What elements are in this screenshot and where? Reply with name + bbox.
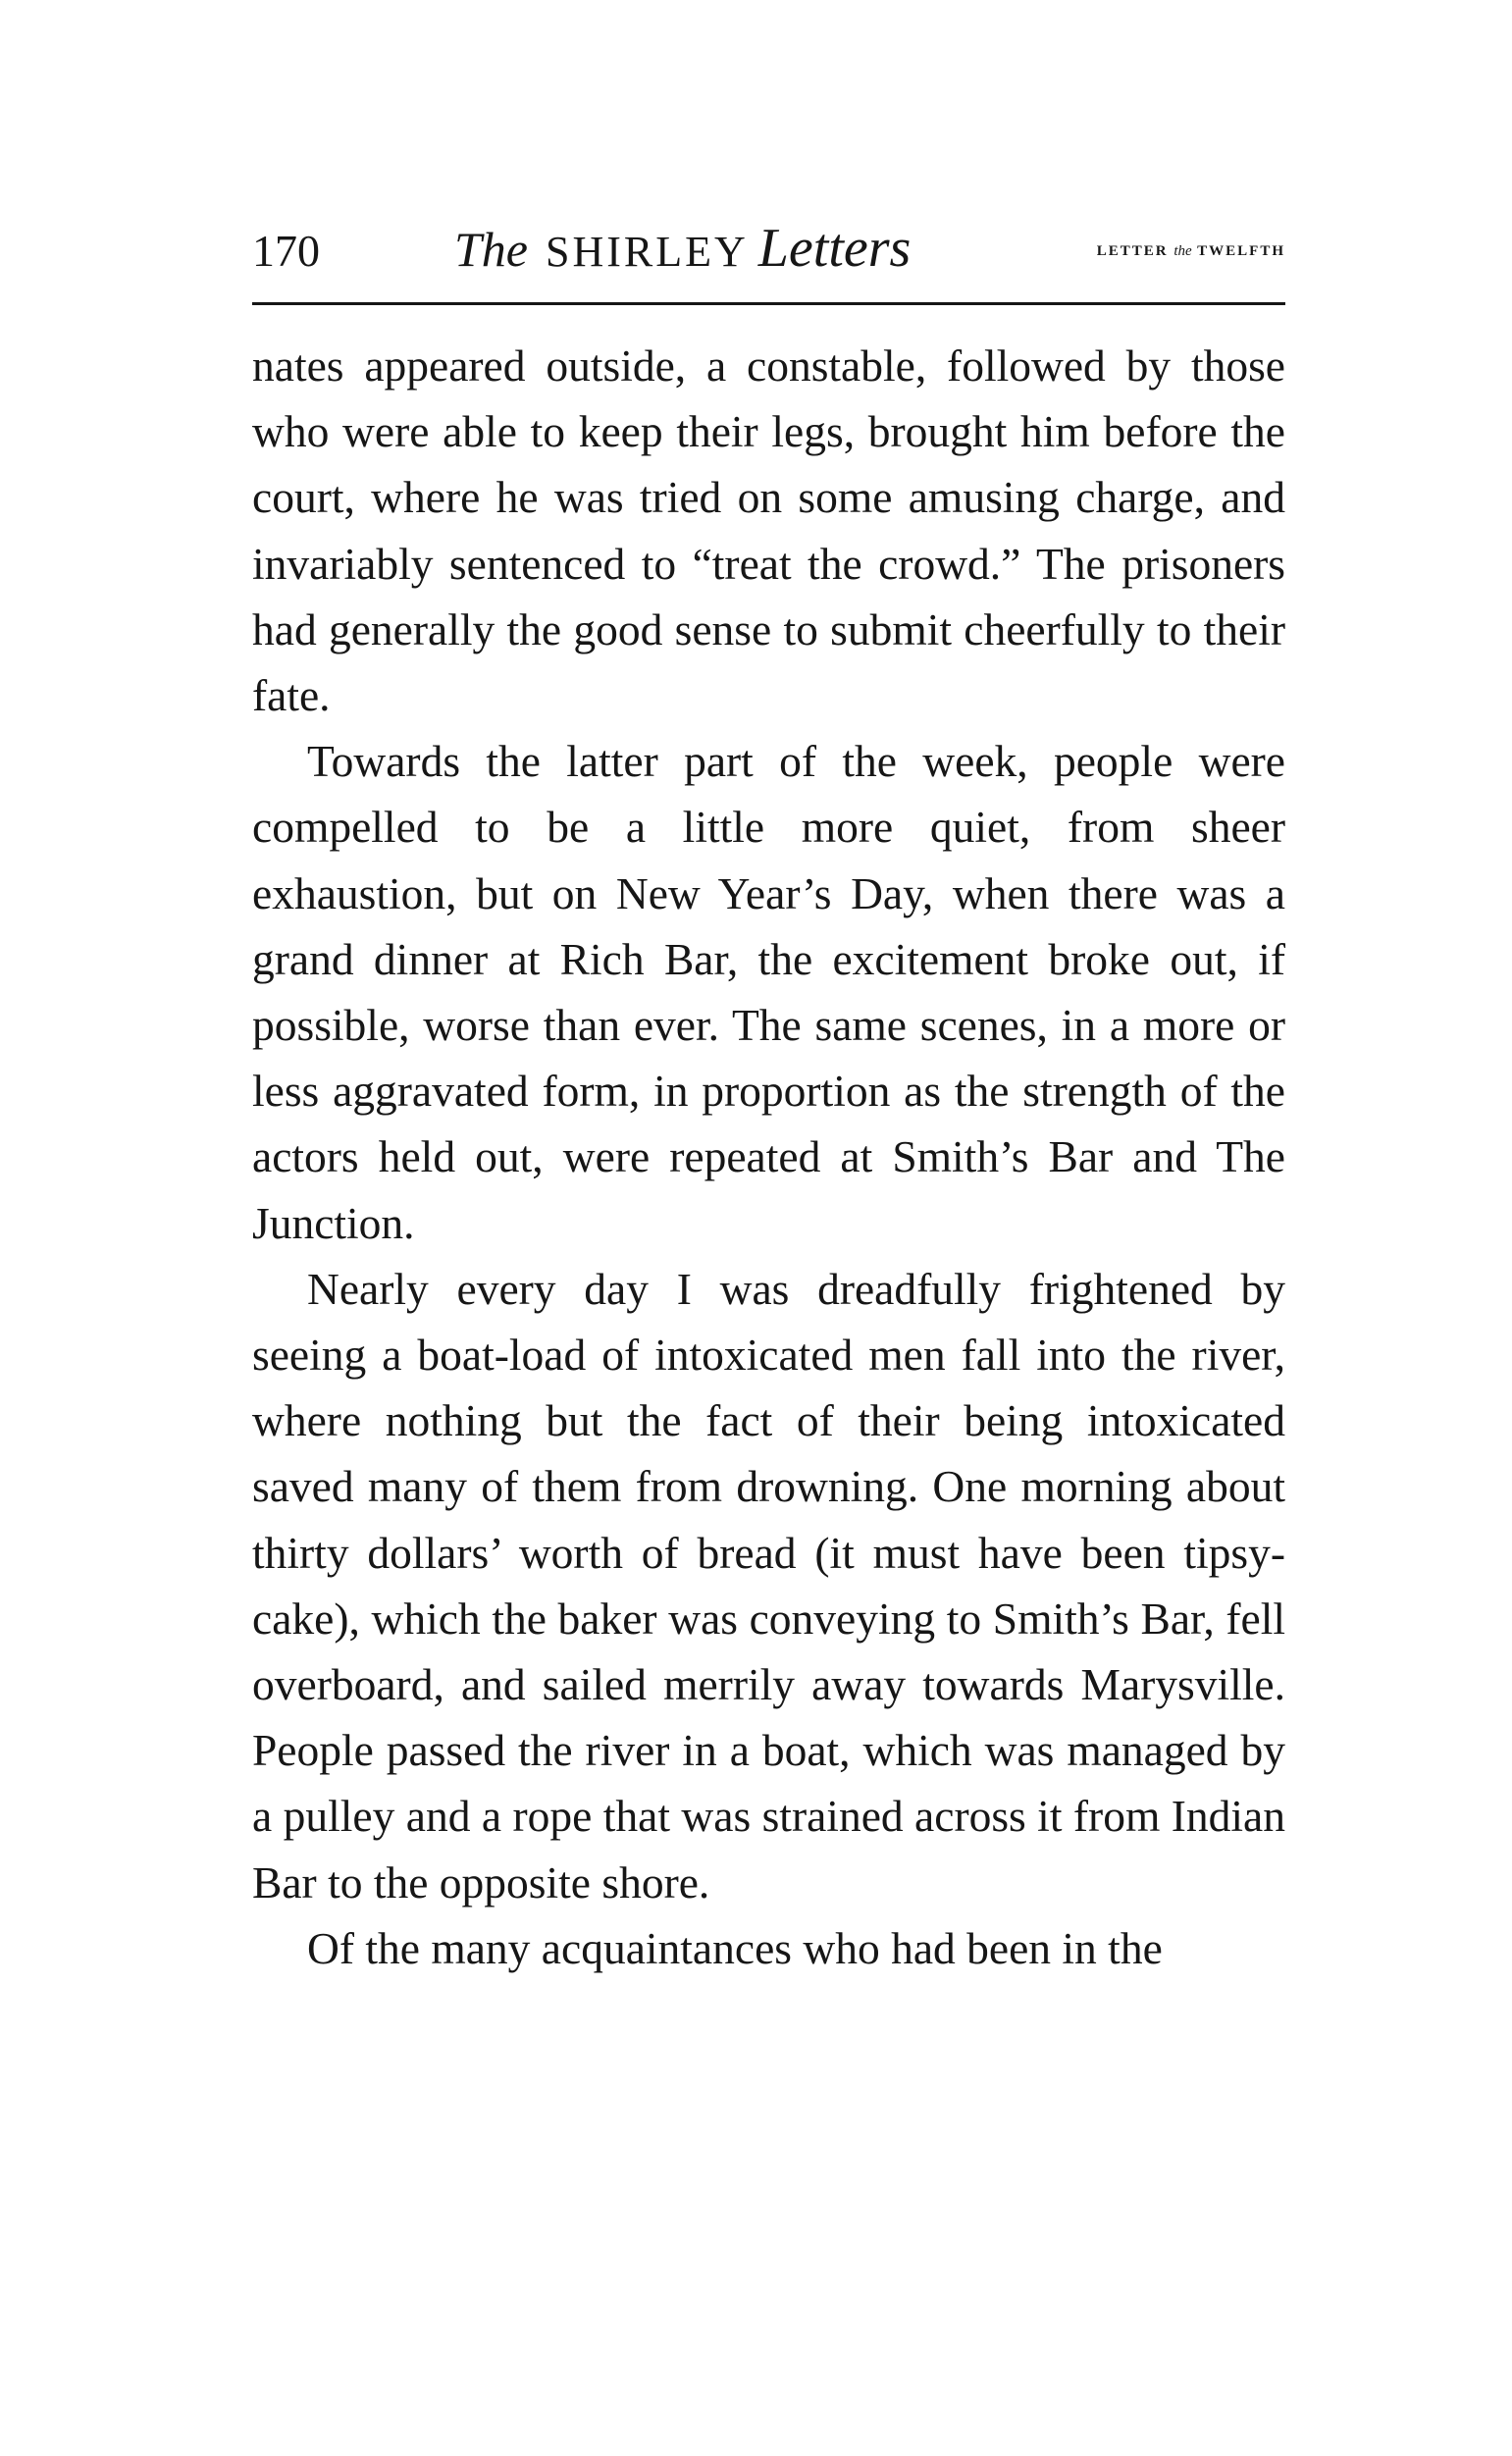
section-label-the: the — [1173, 243, 1192, 259]
header-rule — [252, 302, 1285, 305]
book-title-shirley: SHIRLEY — [546, 228, 749, 276]
book-title-letters: Letters — [757, 218, 912, 279]
paragraph-2: Towards the latter part of the week, people were compelled to be a little more quiet, from sheer exhaustion, but on New Year’s Day, when there was a grand dinner at Rich Bar, the excitement broke out, if possible, worse than ever. The same scenes, in a more or less aggravated form, in proportion as the strength of the actors held out, were repeated at Smith’s Bar and The Junction. — [252, 736, 1285, 1248]
paragraph-3: Nearly every day I was dreadfully frightened by seeing a boat-load of intoxicated men fall into the river, where nothing but the fact of their being intoxicated saved many of them from drowning. One morning about thirty dollars’ worth of bread (it must have been tipsy-cake), which the baker was conveying to Smith’s Bar, fell overboard, and sailed merrily away towards Marysville. People passed the river in a boat, which was managed by a pulley and a rope that was strained across it from Indian Bar to the opposite shore. — [252, 1263, 1285, 1907]
page-number: 170 — [252, 226, 320, 276]
running-head — [252, 214, 1285, 292]
paragraph-4: Of the many acquaintances who had been in the — [307, 1922, 1163, 1973]
book-page — [252, 214, 1285, 1981]
book-title-the: The — [454, 222, 528, 277]
section-label-twelfth: TWELFTH — [1197, 243, 1285, 259]
paragraph-1: nates appeared outside, a constable, followed by those who were able to keep their legs, brought him before the court, where he was tried on some amusing charge, and invariably sentenced to “treat the crowd.” The prisoners had generally the good sense to submit cheerfully to their fate. — [252, 340, 1285, 721]
body-text — [252, 333, 1285, 1981]
book-title — [454, 214, 911, 296]
section-label — [1097, 243, 1285, 260]
section-label-letter: LETTER — [1096, 243, 1169, 259]
